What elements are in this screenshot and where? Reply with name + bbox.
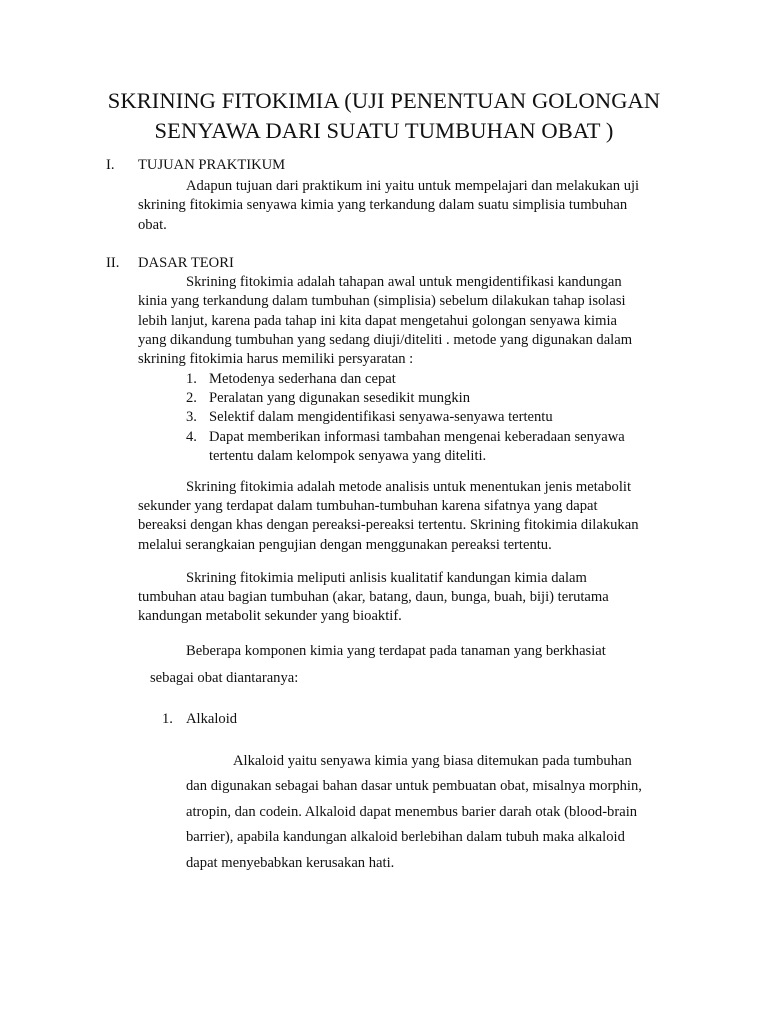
section-heading: TUJUAN PRAKTIKUM xyxy=(138,157,286,173)
paragraph-line: sebagai obat diantaranya: xyxy=(150,670,299,686)
paragraph-line: Skrining fitokimia meliputi anlisis kualitatif kandungan kimia dalam xyxy=(186,570,587,586)
paragraph-line: atropin, dan codein. Alkaloid dapat menembus barier darah otak (blood-brain xyxy=(186,804,638,820)
paragraph-line: skrining fitokimia senyawa kimia yang terkandung dalam suatu simplisia tumbuhan xyxy=(138,197,628,213)
paragraph-line: yang dikandung tumbuhan yang sedang diuji/diteliti . metode yang digunakan dalam xyxy=(138,332,633,348)
paragraph-line: tumbuhan atau bagian tumbuhan (akar, batang, daun, bunga, buah, biji) terutama xyxy=(138,589,609,605)
paragraph-line: dapat menyebabkan kerusakan hati. xyxy=(186,855,395,871)
list-item: Peralatan yang digunakan sesedikit mungkin xyxy=(209,390,471,406)
paragraph-line: lebih lanjut, karena pada tahap ini kita dapat mengetahui golongan senyawa kimia xyxy=(138,313,617,329)
paragraph-line: dan digunakan sebagai bahan dasar untuk pembuatan obat, misalnya morphin, xyxy=(186,778,642,794)
list-number: 4. xyxy=(186,429,197,445)
paragraph-line: sekunder yang terdapat dalam tumbuhan-tumbuhan karena sifatnya yang dapat xyxy=(138,498,598,514)
subsection-number: 1. xyxy=(162,711,173,727)
document-title xyxy=(60,86,708,146)
paragraph-line: kandungan metabolit sekunder yang bioaktif. xyxy=(138,608,402,624)
paragraph-line: Beberapa komponen kimia yang terdapat pada tanaman yang berkhasiat xyxy=(186,643,606,659)
paragraph-line: Adapun tujuan dari praktikum ini yaitu untuk mempelajari dan melakukan uji xyxy=(186,178,640,194)
title-line-1: SKRINING FITOKIMIA (UJI PENENTUAN GOLONGAN xyxy=(107,88,661,113)
paragraph-line: skrining fitokimia harus memiliki persyaratan : xyxy=(138,351,414,367)
paragraph-line: bereaksi dengan khas dengan pereaksi-pereaksi tertentu. Skrining fitokimia dilakukan xyxy=(138,517,639,533)
paragraph-line: Skrining fitokimia adalah metode analisis untuk menentukan jenis metabolit xyxy=(186,479,632,495)
list-item: Metodenya sederhana dan cepat xyxy=(209,371,396,387)
paragraph-line: Skrining fitokimia adalah tahapan awal untuk mengidentifikasi kandungan xyxy=(186,274,622,290)
list-item: Dapat memberikan informasi tambahan mengenai keberadaan senyawa xyxy=(209,429,625,445)
section-numeral: II. xyxy=(106,255,120,271)
section-numeral: I. xyxy=(106,157,115,173)
list-number: 1. xyxy=(186,371,197,387)
paragraph-line: kinia yang terkandung dalam tumbuhan (simplisia) sebelum dilakukan tahap isolasi xyxy=(138,293,626,309)
paragraph-line: melalui serangkaian pengujian dengan menggunakan pereaksi tertentu. xyxy=(138,537,552,553)
list-item-continuation: tertentu dalam kelompok senyawa yang diteliti. xyxy=(209,448,487,464)
paragraph-line: Alkaloid yaitu senyawa kimia yang biasa ditemukan pada tumbuhan xyxy=(233,753,632,769)
section-heading: DASAR TEORI xyxy=(138,255,234,271)
list-item: Selektif dalam mengidentifikasi senyawa-senyawa tertentu xyxy=(209,409,553,425)
paragraph-line: barrier), apabila kandungan alkaloid berlebihan dalam tubuh maka alkaloid xyxy=(186,829,625,845)
list-number: 3. xyxy=(186,409,197,425)
paragraph-line: obat. xyxy=(138,217,167,233)
list-number: 2. xyxy=(186,390,197,406)
title-line-2: SENYAWA DARI SUATU TUMBUHAN OBAT ) xyxy=(154,118,614,143)
subsection-heading: Alkaloid xyxy=(186,711,238,727)
